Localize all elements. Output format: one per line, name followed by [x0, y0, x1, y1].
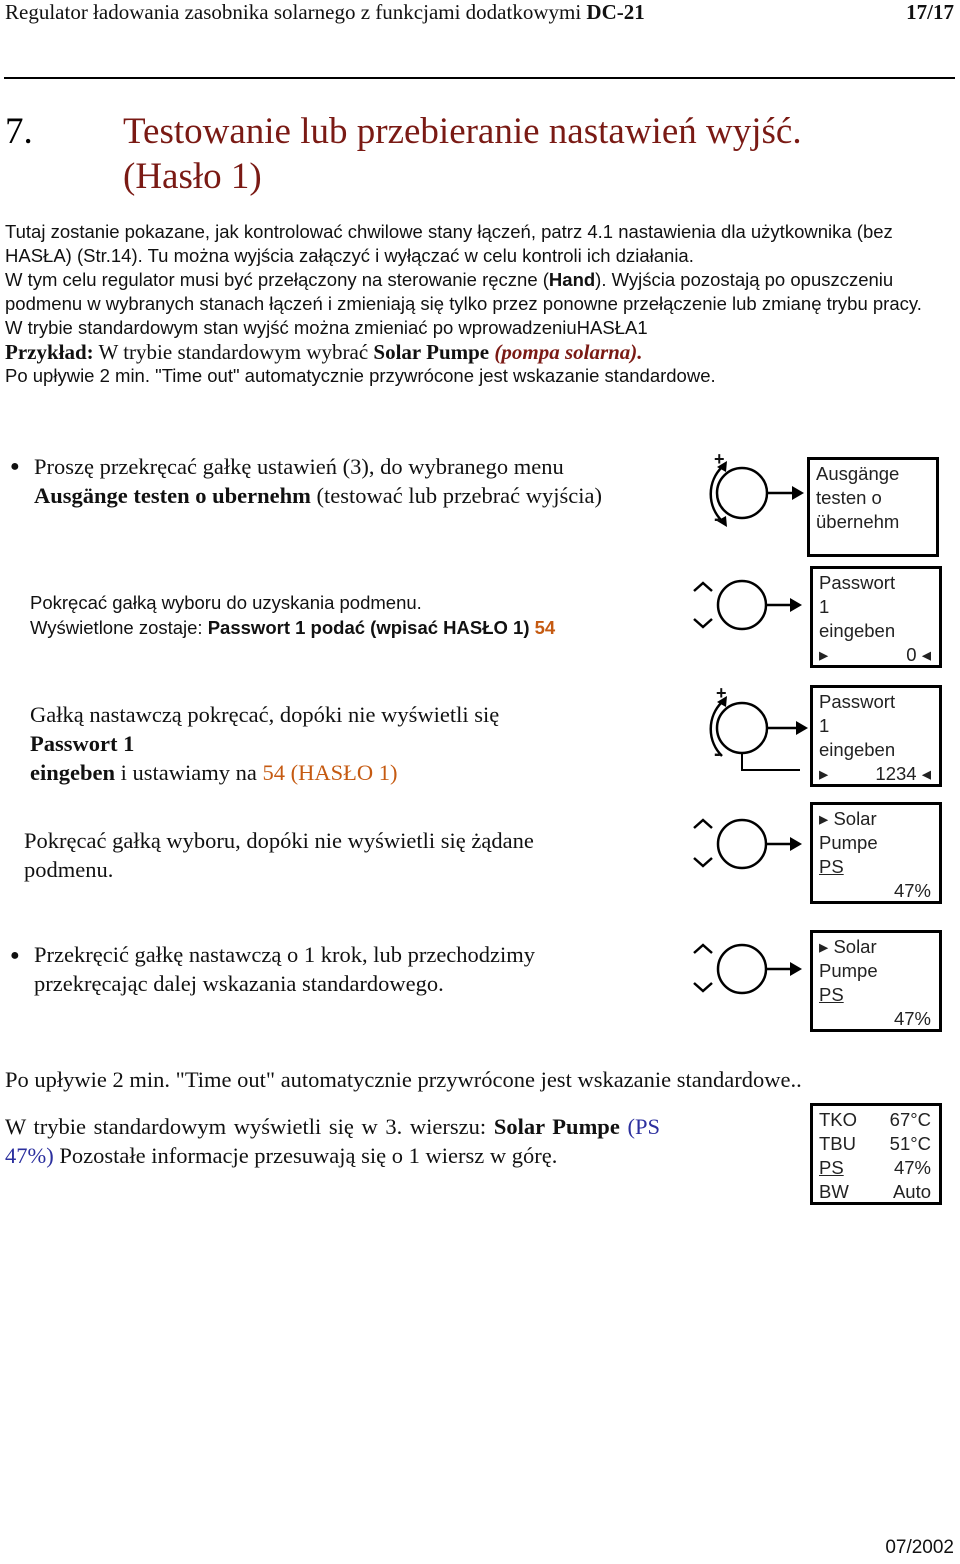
- step-5-text: Przekręcić gałkę nastawczą o 1 krok, lub przechodzimy przekręcając dalej wskazania standardowego.: [34, 942, 536, 996]
- lcd-display-1: Ausgänge testen o übernehm: [807, 457, 939, 557]
- lcd-display-2: Passwort 1 eingeben ▸ 0 ◂: [810, 566, 942, 668]
- header-model: DC-21: [586, 0, 645, 24]
- example-line: Przykład: W trybie standardowym wybrać Solar Pumpe (pompa solarna).: [5, 340, 643, 364]
- step-7-text: W trybie standardowym wyświetli się w 3. wierszu: Solar Pumpe (PS 47%) Pozostałe informacje przesuwają się o 1 wiersz w górę.: [5, 1114, 660, 1168]
- select-knob-icon: [690, 810, 810, 890]
- header-title: Regulator ładowania zasobnika solarnego z funkcjami dodatkowymi: [5, 0, 587, 24]
- lcd-display-5: ▸ Solar Pumpe PS 47%: [810, 930, 942, 1032]
- timeout-note: Po upływie 2 min. "Time out" automatycznie przywrócone jest wskazanie standardowe..: [5, 1067, 802, 1092]
- intro-paragraph-1: Tutaj zostanie pokazane, jak kontrolować chwilowe stany łączeń, patrz 4.1 nastawienia dla użytkownika (bez HASŁA) (Str.14). Tu można wyjścia załączyć i wyłączać w celu kontroli ich działania.: [5, 221, 893, 266]
- section-title: Testowanie lub przebieranie nastawień wyjść.: [123, 111, 802, 152]
- footer-date: 07/2002: [885, 1537, 954, 1558]
- plus-sign: +: [716, 683, 727, 703]
- lcd-display-4: ▸ Solar Pumpe PS 47%: [810, 802, 942, 904]
- step-2-text: Pokręcać gałką wyboru do uzyskania podmenu. Wyświetlone zostaje: Passwort 1 podać (wpisać HASŁO 1) 54: [30, 592, 556, 638]
- step-4-text: Pokręcać gałką wyboru, dopóki nie wyświetli się żądane podmenu.: [24, 828, 534, 882]
- select-knob-icon: [690, 575, 810, 655]
- lcd-display-3: Passwort 1 eingeben ▸ 1234 ◂: [810, 685, 942, 787]
- page-header: [5, 0, 954, 25]
- intro-paragraph-3: W trybie standardowym stan wyjść można zmieniać po wprowadzeniuHASŁA1: [5, 317, 648, 338]
- header-rule: [4, 77, 955, 79]
- page-number: 17/17: [906, 0, 954, 24]
- section-heading: [5, 108, 802, 156]
- section-subtitle: (Hasło 1): [123, 156, 262, 197]
- minus-sign: -: [714, 508, 721, 530]
- plus-sign: +: [714, 449, 725, 469]
- step-3-text: Gałką nastawczą pokręcać, dopóki nie wyświetli się Passwort 1 eingeben i ustawiamy na 54 (HASŁO 1): [30, 702, 500, 785]
- minus-sign: -: [714, 743, 721, 765]
- select-knob-icon: [690, 935, 810, 1015]
- lcd-display-6: TKO 67°C TBU 51°C PS 47% BW Auto: [810, 1103, 942, 1205]
- section-number: 7.: [5, 111, 33, 152]
- intro-block: [5, 220, 955, 388]
- intro-paragraph-2: W tym celu regulator musi być przełączony na sterowanie ręczne (Hand). Wyjścia pozostają po opuszczeniu podmenu w wybranych stanach łączeń i zmieniają się tylko przez ponowne przełączenie lub zmianę trybu pracy.: [5, 269, 922, 314]
- intro-paragraph-4: Po upływie 2 min. "Time out" automatycznie przywrócone jest wskazanie standardowe.: [5, 365, 716, 386]
- bullet-icon: ●: [10, 458, 20, 475]
- step-1-text: Proszę przekręcać gałkę ustawień (3), do wybranego menu Ausgänge testen o ubernehm (testować lub przebrać wyjścia): [34, 454, 603, 508]
- bullet-icon: ●: [10, 947, 20, 964]
